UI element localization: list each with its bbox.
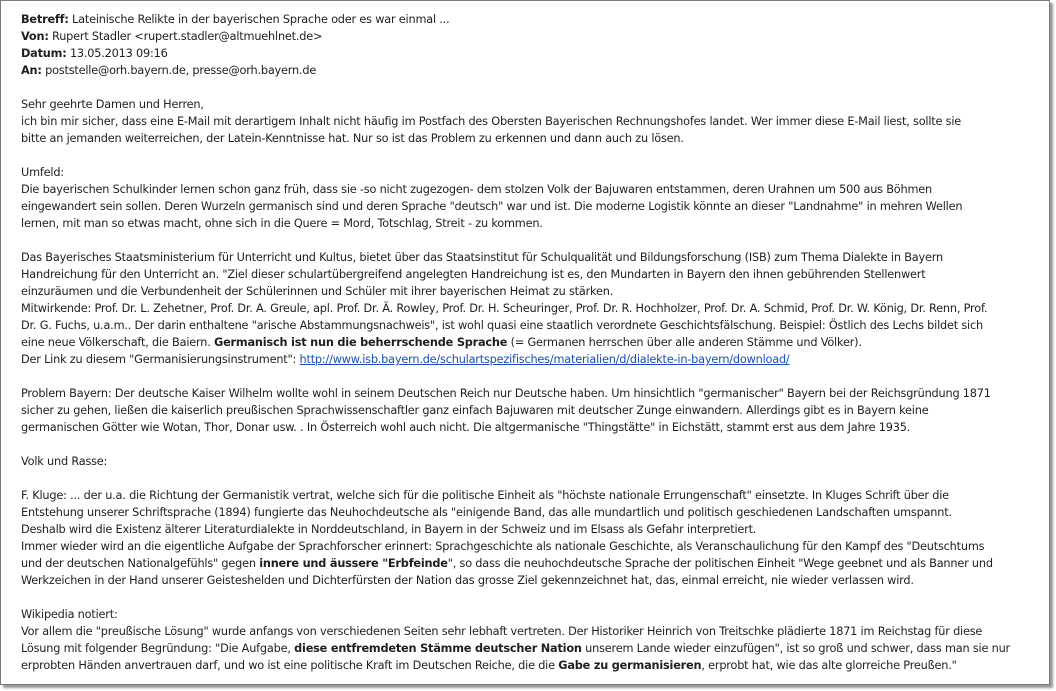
from-label: Von: — [21, 30, 49, 43]
date-label: Datum: — [21, 47, 67, 60]
section-heading: Volk und Rasse: — [21, 455, 108, 468]
section-heading: Umfeld: — [21, 166, 64, 179]
paragraph-line: erprobten Händen anvertrauen darf, und wo ist eine politische Kraft im Deutschen Reiche, die die Gabe zu germanisieren, erprobt hat, wie das alte glorreiche Preußen." — [21, 659, 957, 672]
paragraph-line: Das Bayerisches Staatsministerium für Unterricht und Kultus, bietet über das Staatsinstitut für Schulqualität und Bildungsforschung (ISB) zum Thema Dialekte in Bayern — [21, 251, 943, 264]
bold-phrase: diese entfremdeten Stämme deutscher Nation — [294, 642, 582, 655]
paragraph-line: bitte an jemanden weiterreichen, der Latein-Kenntnisse hat. Nur so ist das Problem zu erkennen und dann auch zu lösen. — [21, 132, 684, 145]
paragraph-line: Die bayerischen Schulkinder lernen schon ganz früh, dass sie -so nicht zugezogen- dem stolzen Volk der Bajuwaren entstammen, deren Urahnen um 500 aus Böhmen — [21, 183, 932, 196]
greeting-line: Sehr geehrte Damen und Herren, — [21, 98, 204, 111]
to-line — [21, 62, 1037, 79]
paragraph-line: eine neue Völkerschaft, die Baiern. Germanisch ist nun die beherrschende Sprache (= Germanen herrschen über alle anderen Stämme und Völker). — [21, 336, 862, 349]
paragraph-line: sicher zu gehen, ließen die kaiserlich preußischen Sprachwissenschaftler ganz einfach Bajuwaren mit deutscher Zunge einwandern. Allerdings gibt es in Bayern keine — [21, 404, 929, 417]
paragraph-line: ich bin mir sicher, dass eine E-Mail mit derartigem Inhalt nicht häufig im Postfach des Obersten Bayerischen Rechnungshofes landet. Wer immer diese E-Mail liest, sollte sie — [21, 115, 962, 128]
paragraph-line: lernen, mit man so etwas macht, ohne sich in die Quere = Mord, Totschlag, Streit - zu kommen. — [21, 217, 543, 230]
section-heading: Wikipedia notiert: — [21, 608, 118, 621]
paragraph-line: F. Kluge: ... der u.a. die Richtung der Germanistik vertrat, welche sich für die politische Einheit als "höchste nationale Errungenschaft" einsetzte. In Kluges Schrift über die — [21, 489, 949, 502]
date-line — [21, 45, 1037, 62]
paragraph-line: Immer wieder wird an die eigentliche Aufgabe der Sprachforscher erinnert: Sprachgeschichte als nationale Geschichte, als Veranschaulichung für den Kampf des "Deutschtums — [21, 540, 985, 553]
from-value: Rupert Stadler <rupert.stadler@altmuehlnet.de> — [48, 30, 323, 43]
bold-phrase: Germanisch ist nun die beherrschende Sprache — [214, 336, 508, 349]
bold-phrase: innere und äussere "Erbfeinde — [259, 557, 448, 570]
paragraph-line: Problem Bayern: Der deutsche Kaiser Wilhelm wollte wohl in seinem Deutschen Reich nur Deutsche haben. Um hinsichtlich "germanischer" Bayern bei der Reichsgründung 1871 — [21, 387, 991, 400]
bold-phrase: Gabe zu germanisieren — [558, 659, 702, 672]
to-label: An: — [21, 64, 42, 77]
subject-line — [21, 11, 1037, 28]
date-value: 13.05.2013 09:16 — [66, 47, 168, 60]
paragraph-line: Lösung mit folgender Begründung: "Die Aufgabe, diese entfremdeten Stämme deutscher Nation unserem Lande wieder einzufügen", ist so groß und schwer, dass man sie nur — [21, 642, 1010, 655]
paragraph-line: eingewandert sein sollen. Deren Wurzeln germanisch sind und deren Sprache "deutsch" war und ist. Die moderne Logistik könnte an dieser "Landnahme" in mehren Wellen — [21, 200, 963, 213]
paragraph-line: einzuräumen und die Verbundenheit der Schülerinnen und Schüler mit ihrer bayerischen Heimat zu stärken. — [21, 285, 614, 298]
paragraph-line: germanischen Götter wie Wotan, Thor, Donar usw. . In Österreich wohl auch nicht. Die altgermanische "Thingstätte" in Eichstätt, stammt erst aus dem Jahre 1935. — [21, 421, 911, 434]
paragraph-line: Handreichung für den Unterricht an. "Ziel dieser schulartübergreifend angelegten Handreichung ist es, den Mundarten in Bayern den ihnen gebührenden Stellenwert — [21, 268, 926, 281]
from-line — [21, 28, 1037, 45]
to-value: poststelle@orh.bayern.de, presse@orh.bayern.de — [41, 64, 317, 77]
paragraph-line: Vor allem die "preußische Lösung" wurde anfangs von verschiedenen Seiten sehr lebhaft vertreten. Der Historiker Heinrich von Treitschke plädierte 1871 im Reichstag für diese — [21, 625, 983, 638]
subject-value: Lateinische Relikte in der bayerischen Sprache oder es war einmal ... — [68, 13, 450, 26]
paragraph-line: Mitwirkende: Prof. Dr. L. Zehetner, Prof. Dr. A. Greule, apl. Prof. Dr. Ä. Rowley, Prof. Dr. H. Scheuringer, Prof. Dr. R. Hochholzer, Prof. Dr. A. Schmid, Prof. Dr. W. König, Dr. Renn, Prof. — [21, 302, 988, 315]
paragraph-line: Entstehung unserer Schriftsprache (1894) fungierte das Neuhochdeutsche als "einigende Band, das alle mundartlich und politisch geschiedenen Landschaften umspannt. — [21, 506, 952, 519]
paragraph-line: Deshalb wird die Existenz älterer Literaturdialekte in Norddeutschland, in Bayern in der Schweiz und im Elsass als Gefahr interpretiert. — [21, 523, 757, 536]
subject-label: Betreff: — [21, 13, 69, 26]
paragraph-line: Werkzeichen in der Hand unserer Geisteshelden und Dichterfürsten der Nation das grosse Ziel gekennzeichnet hat, das, einmal erreicht, nie wieder verlassen wird. — [21, 574, 914, 587]
paragraph-line: Dr. G. Fuchs, u.a.m.. Der darin enthaltene "arische Abstammungsnachweis", ist wohl quasi eine staatlich verordnete Geschichtsfälschung. Beispiel: Östlich des Lechs bildet sich — [21, 319, 983, 332]
paragraph-line: und der deutschen Nationalgefühls" gegen innere und äussere "Erbfeinde", so dass die neuhochdeutsche Sprache der politischen Einheit "Wege geebnet und als Banner und — [21, 557, 993, 570]
link-line: Der Link zu diesem "Germanisierungsinstrument": http://www.isb.bayern.de/schulartspezifisches/materialien/d/dialekte-in-bayern/download/ — [21, 353, 790, 366]
isb-download-link[interactable]: http://www.isb.bayern.de/schulartspezifisches/materialien/d/dialekte-in-bayern/download/ — [299, 353, 790, 366]
email-body — [21, 11, 1037, 674]
